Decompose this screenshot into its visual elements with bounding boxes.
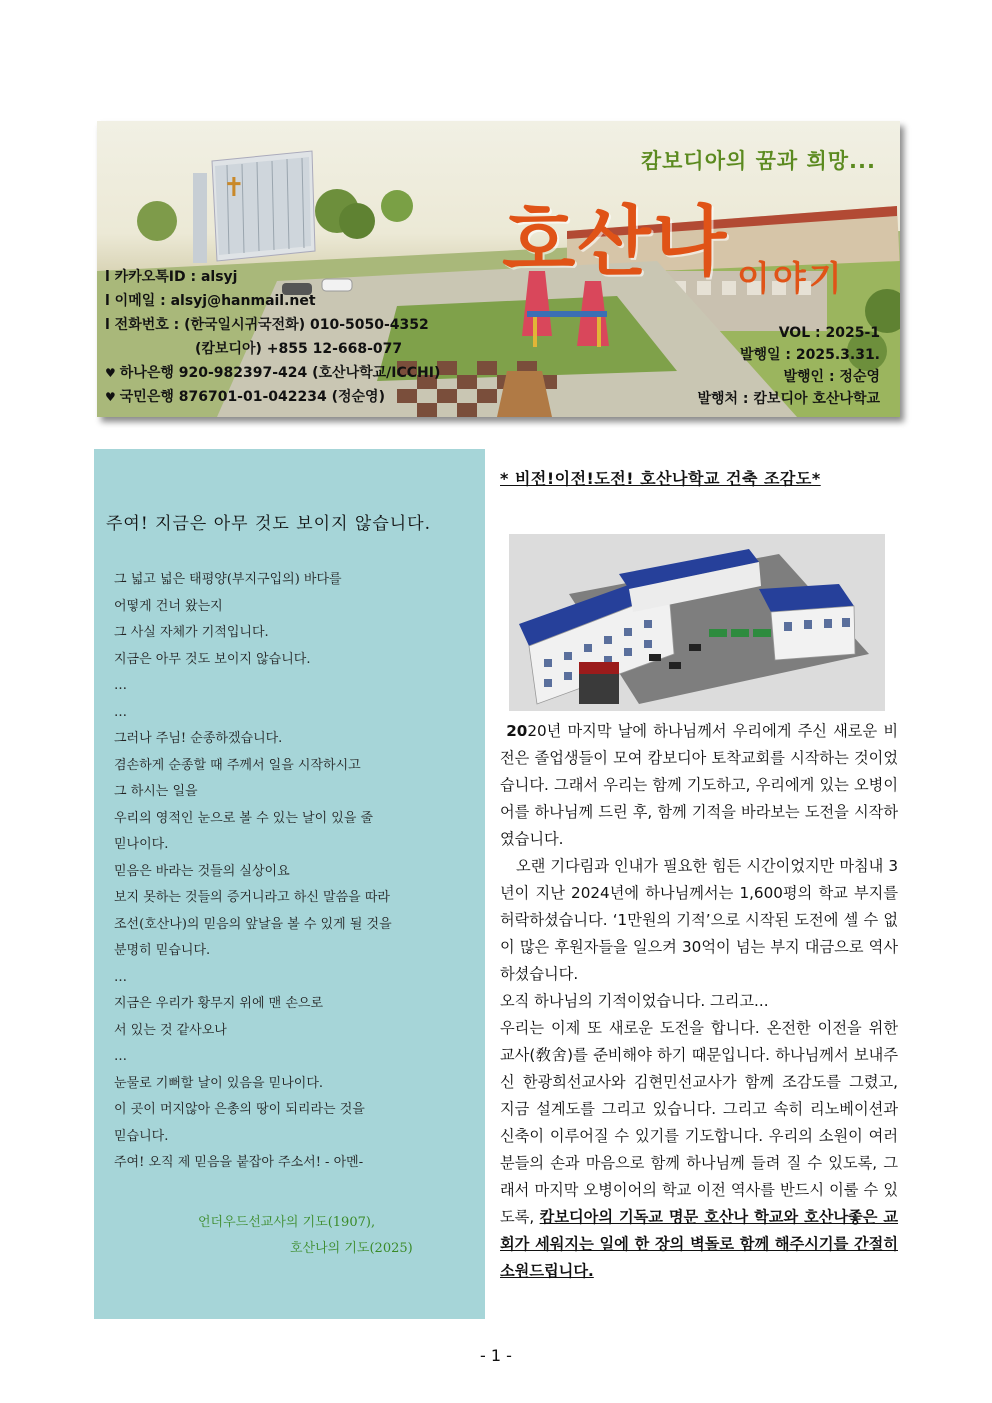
issue-date: 발행일 : 2025.3.31. — [739, 347, 880, 363]
heart-icon: ♥ — [105, 390, 116, 404]
poem-line: … — [114, 704, 127, 720]
issue-issuer: 발행처 : 캄보디아 호산나학교 — [697, 391, 880, 407]
article-paragraph-4-text: 우리는 이제 또 새로운 도전을 합니다. 온전한 이전을 위한 교사(敎舍)를 준비해야 하기 때문입니다. 하나님께서 보내주신 한광희선교사와 김현민선교사가 함께 조감도를 그렸고, 지금 설계도를 그리고 있습니다. 그리고 속히 리노베이션과 신축이 이루어질 수 있기를 기도합니다. 우리의 소원이 여러분들의 손과 마음으로 함께 하나님께 들려 질 수 있도록, 그래서 마지막 오병이어의 학교 이전 역사를 반드시 이룰 수 있도록, — [500, 1019, 898, 1226]
kakao-id: l 카카오톡ID : alsyj — [105, 269, 238, 285]
banner-subtitle: 캄보디아의 꿈과 희망... — [640, 149, 876, 173]
contact-info — [105, 265, 440, 409]
newsletter-title-sub: 이야기 — [737, 259, 845, 299]
poem-line: 그 사실 자체가 기적입니다. — [114, 625, 269, 640]
poem-signature-underwood: 언더우드선교사의 기도(1907), — [198, 1215, 376, 1230]
svg-text:✝: ✝ — [223, 173, 245, 203]
prayer-column — [94, 449, 485, 1319]
poem-line: 이 곳이 머지않아 은총의 땅이 되리라는 것을 — [114, 1102, 365, 1117]
poem-line: … — [114, 678, 127, 693]
poem-line: 믿음은 바라는 것들의 실상이요 — [114, 863, 290, 879]
poem-title: 주여! 지금은 아무 것도 보이지 않습니다. — [106, 514, 432, 534]
article-paragraph-3: 오직 하나님의 기적이었습니다. 그리고... — [500, 992, 769, 1010]
article-body — [500, 718, 898, 1285]
poem-line: … — [114, 1049, 127, 1064]
poem-line: 눈물로 기뻐할 날이 있음을 믿나이다. — [114, 1075, 324, 1091]
page-number: - 1 - — [480, 1346, 512, 1365]
poem-line: 겸손하게 순종할 때 주께서 일을 시작하시고 — [114, 757, 361, 773]
article-paragraph-2: 오랜 기다림과 인내가 필요한 힘든 시간이었지만 마침내 3년이 지난 2024년에 하나님께서는 1,600평의 학교 부지를 허락하셨습니다. ‘1만원의 기적’으로 시작된 도전에 셀 수 없이 많은 후원자들을 일으켜 30억이 넘는 부지 대금으로 역사하셨습니다. — [500, 857, 898, 983]
poem-line: 보지 못하는 것들의 증거니라고 하신 말씀을 따라 — [114, 890, 390, 905]
poem-line: 분명히 믿습니다. — [114, 943, 211, 958]
bank-account-kookmin — [105, 385, 440, 409]
article-paragraph-4 — [500, 1015, 898, 1285]
email-address[interactable]: l 이메일 : alsyj@hanmail.net — [105, 293, 316, 309]
phone-korea: l 전화번호 : (한국일시귀국전화) 010-5050-4352 — [105, 317, 429, 333]
article-heading: * 비전!이전!도전! 호산나학교 건축 조감도* — [500, 469, 821, 488]
article-paragraph-1-text: 20년 마지막 날에 하나님께서 우리에게 주신 새로운 비전은 졸업생들이 모여 캄보디아 토착교회를 시작하는 것이었습니다. 그래서 우리는 함께 기도하고, 우리에게 있는 오병이어를 하나님께 드린 후, 함께 기적을 바라보는 도전을 시작하였습니다. — [500, 722, 899, 848]
article-closing-appeal: 캄보디아의 기독교 명문 호산나 학교와 호산나좋은 교회가 세워지는 일에 한 장의 벽돌로 함께 해주시기를 간절히소원드립니다. — [500, 1208, 899, 1280]
issue-volume: VOL : 2025-1 — [778, 325, 880, 341]
poem-line: 믿나이다. — [114, 837, 169, 852]
heart-icon: ♥ — [105, 366, 116, 380]
school-rendering-image — [509, 534, 885, 711]
poem-body — [114, 567, 392, 1177]
bank-account-hana-text: 하나은행 920-982397-424 (호산나학교/ICCHI) — [119, 365, 441, 381]
school-architectural-rendering — [509, 534, 885, 711]
newsletter-title: 호산나 — [502, 197, 729, 286]
phone-cambodia: (캄보디아) +855 12-668-077 — [195, 341, 403, 357]
poem-line: 지금은 아무 것도 보이지 않습니다. — [114, 651, 311, 667]
issue-info — [697, 322, 880, 410]
poem-line: 서 있는 것 같사오나 — [114, 1022, 227, 1038]
issue-publisher: 발행인 : 정순영 — [783, 369, 880, 385]
poem-line: 조선(호산나)의 믿음의 앞날을 볼 수 있게 될 것을 — [114, 916, 392, 932]
newsletter-banner — [97, 121, 900, 417]
article-paragraph-1 — [500, 718, 898, 853]
poem-line: 지금은 우리가 황무지 위에 맨 손으로 — [114, 996, 324, 1011]
article-lead-number: 20 — [506, 722, 528, 740]
poem-signature-hosanna: 호산나의 기도(2025) — [290, 1241, 413, 1256]
bank-account-kookmin-text: 국민은행 876701-01-042234 (정순영) — [119, 389, 385, 405]
poem-line: 우리의 영적인 눈으로 볼 수 있는 날이 있을 줄 — [114, 810, 374, 826]
poem-line: 그러나 주님! 순종하겠습니다. — [114, 731, 283, 746]
poem-line: 믿습니다. — [114, 1128, 169, 1144]
poem-line: 어떻게 건너 왔는지 — [114, 598, 223, 614]
poem-line: 그 하시는 일을 — [114, 784, 198, 799]
poem-line: … — [114, 969, 127, 985]
poem-line: 주여! 오직 제 믿음을 붙잡아 주소서! - 아멘- — [114, 1155, 364, 1170]
bank-account-hana — [105, 361, 440, 385]
poem-line: 그 넓고 넓은 태평양(부지구입의) 바다를 — [114, 572, 342, 587]
